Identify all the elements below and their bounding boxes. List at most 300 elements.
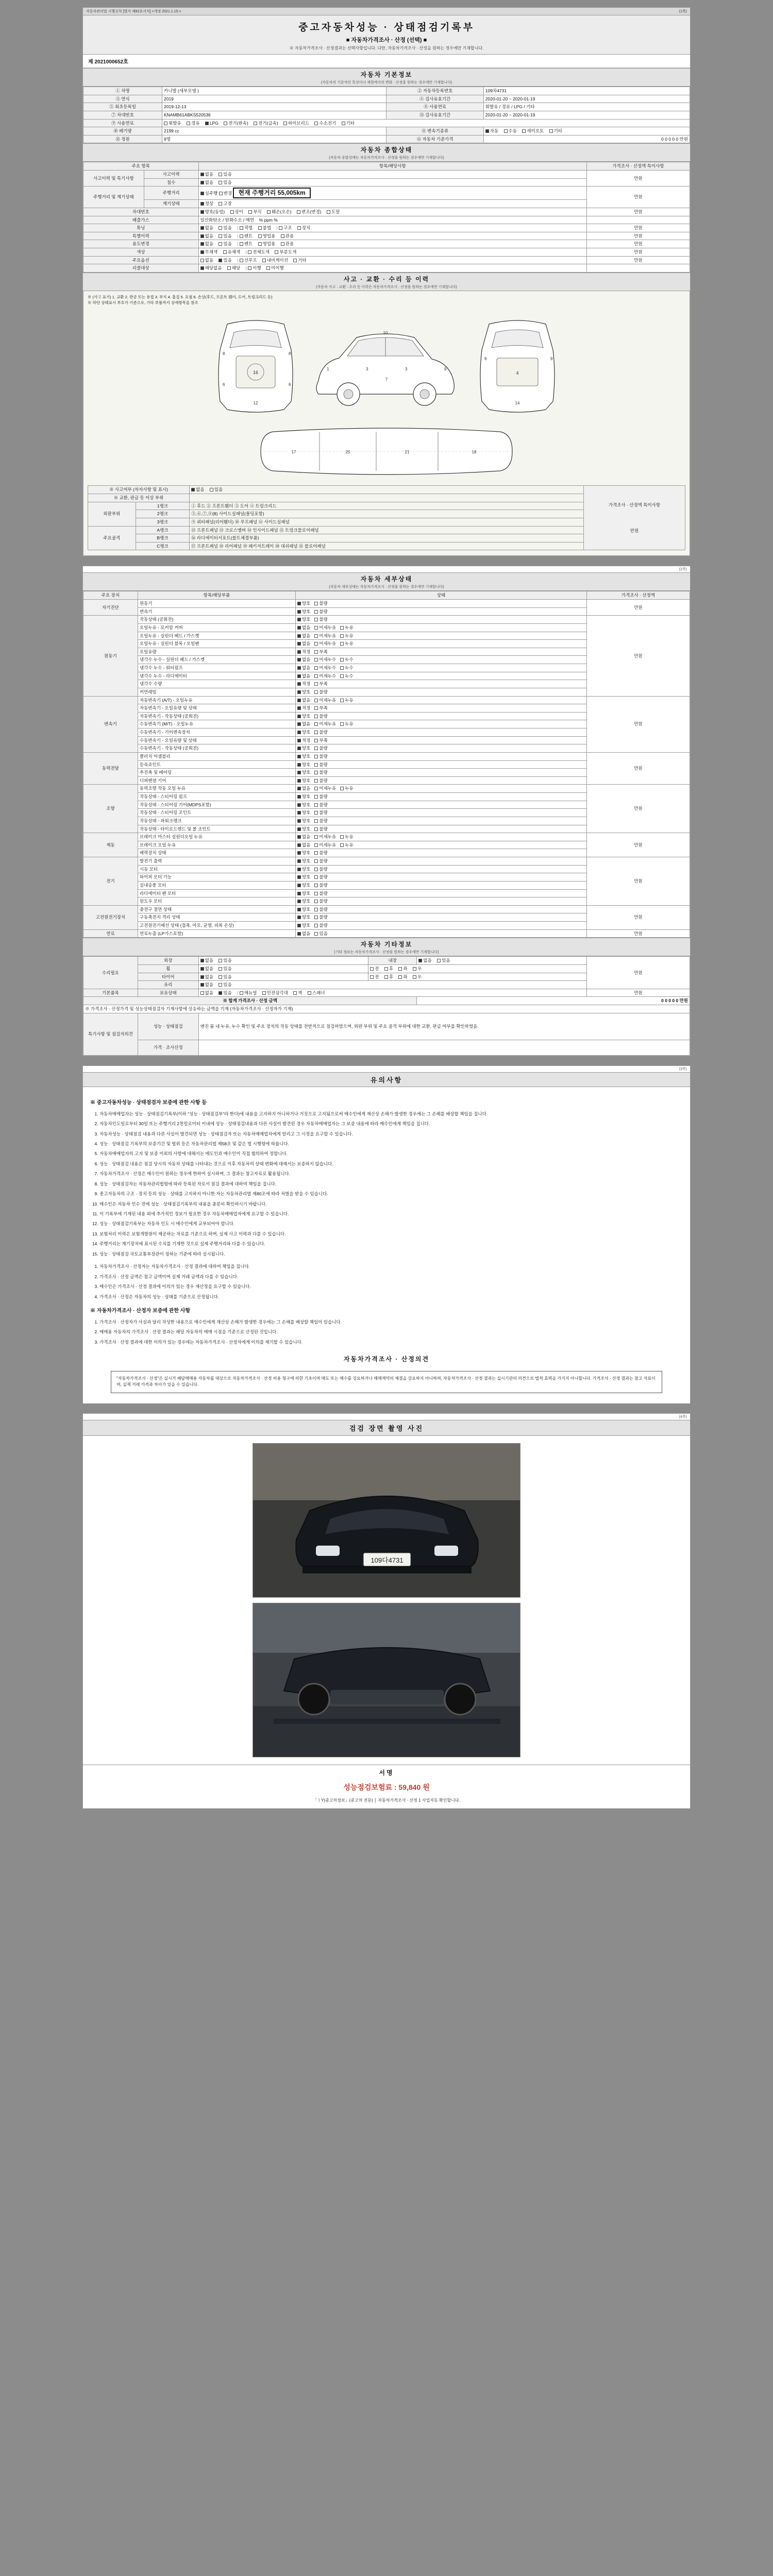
checkbox-normal[interactable] [200,202,204,206]
checkbox-state-0[interactable] [297,884,301,887]
checkbox-state-0[interactable] [297,642,301,646]
checkbox-state-0[interactable] [297,932,301,936]
table-row [83,1013,690,1040]
accident-flag-label: ※ 사고여부 (자자사항 및 표시) [88,486,190,494]
wheel-options[interactable] [198,964,368,973]
checkbox-state-1[interactable] [314,795,318,799]
row-label: 사고이력 및 특기사항 [83,171,144,187]
row-label: 주행거리 및 계기상태 [83,187,144,208]
vehicle-underbody-diagram [88,420,685,482]
basic-value: 휘발유 / 경유 / LPG / 기타 [483,103,690,111]
page-title: 중고자동차성능 · 상태점검기록부 [298,22,475,33]
checkbox-int-none[interactable] [418,959,422,962]
checkbox-state-0[interactable] [297,658,301,662]
detail-state-options[interactable] [295,656,586,664]
detail-state-options[interactable] [295,623,586,632]
detail-state-options[interactable] [295,857,586,866]
checkbox-state-0[interactable] [297,674,301,678]
checkbox-tuning-device[interactable] [297,226,301,230]
checkbox-color-full[interactable] [248,250,251,254]
checkbox-state-0[interactable] [297,626,301,630]
checkbox-wheel-rl[interactable] [398,967,402,971]
checkbox-fuel-6[interactable] [314,122,318,125]
checkbox-recall-na[interactable] [200,266,204,270]
detail-state-options[interactable] [295,825,586,833]
checkbox-state-1[interactable] [314,747,318,750]
checkbox-altered[interactable] [219,192,223,195]
checkbox-fuel-4[interactable] [254,122,257,125]
checkbox-basic-spanner[interactable] [308,991,311,995]
list-item: 1. 자동차매매업자는 성능 · 상태점검기록부(이하 "성능 · 상태점검부"라 한다)에 내용을 고지하지 아니하거나 거짓으로 고지됨으로써 매수인에게 재산상 손해가 발생한 경우에는 그 손해를 배상할 책임을 집니다. [99,1110,683,1117]
price-note [586,264,690,273]
checkbox-transmission-3[interactable] [549,129,553,133]
checkbox-state-0[interactable] [297,706,301,710]
checkbox-uc-none[interactable] [200,242,204,246]
checkbox-state-0[interactable] [297,682,301,686]
detail-state-options[interactable] [295,929,586,938]
checkbox-state-1[interactable] [314,932,318,936]
section-basic-info [83,68,690,87]
checkbox-basic-jack[interactable] [293,991,297,995]
color-options[interactable]: 무채색 유채색 | 전체도색 부분도색 [198,248,586,257]
checkbox-sh-gov[interactable] [281,234,284,238]
checkbox-state-2[interactable] [340,634,344,638]
etc-main-label: 수리필요 [83,957,138,989]
checkbox-state-0[interactable] [297,610,301,614]
checkbox-state-2[interactable] [340,835,344,839]
checkbox-color-0[interactable] [200,250,204,254]
accident-flag-options[interactable] [190,486,584,494]
detail-group-label: 조향 [83,785,138,833]
option-label: 양호 [301,906,311,912]
checkbox-sh-biz[interactable] [258,234,262,238]
checkbox-state-1[interactable] [314,787,318,790]
checkbox-state-0[interactable] [297,618,301,621]
checkbox-state-0[interactable] [297,699,301,702]
checkbox-basic-manual[interactable] [240,991,243,995]
option-label: 해당없음 [205,265,222,271]
checkbox-none[interactable] [200,173,204,176]
checkbox-state-0[interactable] [297,900,301,903]
detail-state-options[interactable] [295,728,586,737]
checkbox-tuning-legal[interactable] [240,226,243,230]
checkbox-state-1[interactable] [314,779,318,783]
section-detail-sub: (자동차 세부상태는 자동차가격조사 · 산정을 원하는 경우에만 기재합니다) [329,585,444,589]
checkbox-ext-none[interactable] [200,959,204,962]
checkbox-uc-biz[interactable] [258,242,262,246]
checkbox-state-1[interactable] [314,682,318,686]
detail-state-options[interactable] [295,696,586,704]
flood-options[interactable] [198,178,586,187]
checkbox-state-1[interactable] [314,610,318,614]
checkbox-state-0[interactable] [297,634,301,638]
fuel-option-label: 경유 [191,120,200,126]
checkbox-wheel-yes[interactable] [219,967,222,971]
checkbox-state-0[interactable] [297,755,301,758]
checkbox-state-0[interactable] [297,875,301,879]
checkbox-state-0[interactable] [297,827,301,831]
checkbox-recall-yes[interactable] [227,266,231,270]
notice-list-2 [90,1263,683,1300]
checkbox-state-0[interactable] [297,666,301,670]
checkbox-fuel-3[interactable] [224,122,227,125]
parts-items: ⑨ 쿼터패널(리어휀더) ⑩ 루프패널 ⑪ 사이드실패널 [190,518,584,526]
list-item: 7. 자동차가격조사 · 산정은 매수인이 원하는 경우에 한하여 실시하며, 그 결과는 참고자료로 활용됩니다. [99,1170,683,1177]
checkbox-opt-yes[interactable] [219,259,222,262]
checkbox-state-1[interactable] [314,690,318,694]
checkbox-tire-fr[interactable] [384,975,388,979]
detail-state-options[interactable] [295,616,586,624]
checkbox-int-yes[interactable] [437,959,441,962]
checkbox-state-0[interactable] [297,819,301,823]
checkbox-state-1[interactable] [314,771,318,774]
checkbox-actual[interactable] [200,192,204,195]
detail-state-options[interactable] [295,865,586,873]
detail-state-options[interactable] [295,801,586,809]
checkbox-state-1[interactable] [314,916,318,919]
checkbox-state-1[interactable] [314,875,318,879]
checkbox-vin-2[interactable] [248,210,252,214]
checkbox-vin-1[interactable] [230,210,234,214]
checkbox-vin-4[interactable] [297,210,300,214]
detail-state-options[interactable] [295,752,586,760]
glass-options[interactable] [198,981,586,989]
checkbox-state-0[interactable] [297,859,301,863]
checkbox-yes[interactable] [219,173,222,176]
checkbox-state-1[interactable] [314,843,318,847]
special-note-sublabel-2: 가격 · 조사산정 [138,1040,198,1055]
detail-state-options[interactable] [295,712,586,720]
checkbox-state-2[interactable] [340,843,344,847]
option-label: 없음 [205,257,214,263]
checkbox-tire-none[interactable] [200,975,204,979]
checkbox-wheel-rr[interactable] [413,967,416,971]
checkbox-state-1[interactable] [314,739,318,742]
detail-state-options[interactable] [295,769,586,777]
checkbox-state-2[interactable] [340,787,344,790]
checkbox-state-0[interactable] [297,771,301,774]
tire-position-options[interactable] [368,973,587,981]
row-label: 차대번호 [83,208,199,216]
checkbox-state-1[interactable] [314,731,318,734]
checkbox-state-1[interactable] [314,626,318,630]
detail-state-options[interactable] [295,744,586,753]
checkbox-state-1[interactable] [314,699,318,702]
checkbox-tire-rl[interactable] [398,975,402,979]
checkbox-state-2[interactable] [340,674,344,678]
checkbox-tire-yes[interactable] [219,975,222,979]
detail-state-options[interactable] [295,922,586,930]
front-exterior-photo-icon [253,1444,520,1598]
recall-options[interactable]: 해당없음 해당 | 이행 미이행 [198,264,586,273]
checkbox-yes[interactable] [219,181,222,184]
checkbox-fuel-5[interactable] [283,122,287,125]
detail-state-options[interactable] [295,720,586,728]
detail-state-options[interactable] [295,648,586,656]
checkbox-color-1[interactable] [223,250,227,254]
checkbox-state-0[interactable] [297,602,301,605]
detail-state-options[interactable] [295,672,586,680]
checkbox-state-1[interactable] [314,884,318,887]
detail-state-options[interactable] [295,736,586,744]
option-label: 기타 [298,257,307,263]
tuning-options[interactable]: 없음 있음 | 적법 불법 | 구조 장치 [198,224,586,232]
checkbox-tuning-none[interactable] [200,226,204,230]
price-note: 만원 [586,248,690,257]
checkbox-state-2[interactable] [340,666,344,670]
basic-items-options[interactable]: 없음 있음 | 매뉴얼 안전삼각대 잭 스패너 [198,989,586,997]
exterior-repair-options[interactable] [198,957,368,965]
checkbox-ext-yes[interactable] [219,959,222,962]
checkbox-state-2[interactable] [340,658,344,662]
detail-state-options[interactable] [295,704,586,713]
checkbox-state-0[interactable] [297,739,301,742]
checkbox-glass-none[interactable] [200,983,204,987]
options-options[interactable]: 없음 있음 | 선루프 내비게이션 기타 [198,256,586,264]
detail-state-options[interactable] [295,817,586,825]
checkbox-state-0[interactable] [297,747,301,750]
checkbox-recall-notdone[interactable] [266,266,270,270]
table-row [83,232,690,240]
detail-state-options[interactable] [295,889,586,897]
checkbox-tire-rr[interactable] [413,975,416,979]
detail-state-table [83,591,690,938]
checkbox-state-1[interactable] [314,634,318,638]
checkbox-state-0[interactable] [297,795,301,799]
svg-text:1: 1 [327,367,329,372]
option-label: 누유 [345,721,354,727]
option-label: 없음 [205,958,214,963]
checkbox-basic-triangle[interactable] [262,991,266,995]
checkbox-state-1[interactable] [314,642,318,646]
option-label: 있음 [223,982,232,988]
checkbox-state-0[interactable] [297,908,301,911]
notice-section-2-title: ※ 자동차가격조사 · 산정자 보증에 관한 사항 [90,1308,191,1314]
tire-options[interactable] [198,973,368,981]
checkbox-state-1[interactable] [314,892,318,895]
checkbox-transmission-2[interactable] [522,129,526,133]
checkbox-state-0[interactable] [297,787,301,790]
checkbox-glass-yes[interactable] [219,983,222,987]
checkbox-state-0[interactable] [297,868,301,871]
detail-state-options[interactable] [295,873,586,882]
checkbox-state-0[interactable] [297,851,301,855]
checkbox-tuning-yes[interactable] [219,226,222,230]
option-label: 미세누유 [319,842,337,848]
fuel-options[interactable] [162,119,690,127]
vin-options[interactable] [198,208,586,216]
accident-history-options[interactable] [198,171,586,179]
usage-change-options[interactable]: 없음 있음 | 렌트 영업용 관용 [198,240,586,248]
checkbox-state-2[interactable] [340,722,344,726]
checkbox-tire-fl[interactable] [370,975,374,979]
declaration-box: "자동차가격조사 · 산정"은 실시가 해당매매용 자동차를 대상으로 자동차가격조사 · 산정 비용 청구에 의한 기초이며 매도 또는 매수를 강요하거나 매매계약의 체결을 강요하지 아니하며, 자동차가격조사 · 산정 결과는 실시기관의 의견으로 법적 효력을 가지지 아니합니다. 가격조사 · 산정 결과는 참고 자료이며, 실제 거래 가격과 차이가 있을 수 있습니다. [111,1371,662,1394]
detail-item-label: 냉각수 누수 - 실린더 헤드 / 가스켓 [138,656,295,664]
checkbox-state-1[interactable] [314,827,318,831]
checkbox-state-1[interactable] [314,835,318,839]
detail-state-options[interactable] [295,776,586,785]
detail-state-options[interactable] [295,841,586,849]
checkbox-state-0[interactable] [297,715,301,718]
checkbox-state-2[interactable] [340,642,344,646]
checkbox-state-1[interactable] [314,650,318,654]
interior-repair-options[interactable] [417,957,587,965]
checkbox-uc-gov[interactable] [281,242,284,246]
checkbox-state-0[interactable] [297,835,301,839]
checkbox-wheel-fr[interactable] [384,967,388,971]
detail-state-options[interactable] [295,632,586,640]
checkbox-transmission-1[interactable] [504,129,508,133]
parts-rank: A랭크 [136,526,189,534]
car-left-side-view-icon [309,309,464,419]
checkbox-state-0[interactable] [297,916,301,919]
detail-state-options[interactable] [295,600,586,608]
option-label: 불량 [319,906,328,912]
checkbox-state-0[interactable] [297,843,301,847]
checkbox-state-0[interactable] [297,650,301,654]
checkbox-state-1[interactable] [314,868,318,871]
checkbox-state-1[interactable] [314,908,318,911]
checkbox-state-2[interactable] [340,699,344,702]
accident-price-value: 만원 [630,528,639,534]
checkbox-state-0[interactable] [297,722,301,726]
option-label: 있음 [223,974,232,979]
checkbox-opt-none[interactable] [200,259,204,262]
checkbox-state-0[interactable] [297,811,301,815]
checkbox-state-1[interactable] [314,851,318,855]
checkbox-state-1[interactable] [314,706,318,710]
cluster-options[interactable] [198,200,586,208]
photo-underbody [253,1603,520,1757]
checkbox-state-0[interactable] [297,803,301,807]
checkbox-recall-done[interactable] [248,266,251,270]
checkbox-state-1[interactable] [314,900,318,903]
option-label: 있음 [319,930,328,936]
checkbox-uc-rent[interactable] [240,242,243,246]
checkbox-fault[interactable] [219,202,222,206]
detail-state-options[interactable] [295,913,586,922]
detail-state-options[interactable] [295,833,586,841]
list-item: 3. 매수인은 가격조사 · 산정 결과에 이의가 있는 경우 재산정을 요구할 수 있습니다. [99,1283,683,1290]
checkbox-fuel-2[interactable] [205,122,209,125]
option-label: 양호 [301,617,311,622]
checkbox-state-0[interactable] [297,763,301,767]
detail-state-options[interactable] [295,793,586,801]
checkbox-fuel-1[interactable] [187,122,190,125]
special-history-options[interactable]: 없음 있음 | 렌트 영업용 관용 [198,232,586,240]
checkbox-basic-yes[interactable] [219,991,222,995]
detail-state-options[interactable] [295,849,586,857]
checkbox-fuel-7[interactable] [342,122,345,125]
basic-value: 2020-01-20 ~ 2020-01-19 [483,111,690,119]
checkbox-color-partial[interactable] [275,250,278,254]
option-label: 양호 [301,874,311,880]
checkbox-basic-none[interactable] [200,991,204,995]
checkbox-wheel-fl[interactable] [370,967,374,971]
checkbox-state-0[interactable] [297,690,301,694]
checkbox-vin-0[interactable] [200,210,204,214]
checkbox-opt-nav[interactable] [262,259,266,262]
checkbox-uc-yes[interactable] [219,242,222,246]
detail-state-options[interactable] [295,785,586,793]
checkbox-sh-rent[interactable] [240,234,243,238]
detail-state-options[interactable] [295,881,586,889]
checkbox-state-1[interactable] [314,755,318,758]
checkbox-vin-3[interactable] [267,210,271,214]
checkbox-state-1[interactable] [314,602,318,605]
detail-state-options[interactable] [295,664,586,672]
checkbox-state-1[interactable] [314,722,318,726]
svg-text:4: 4 [516,370,519,376]
checkbox-sh-none[interactable] [200,234,204,238]
checkbox-vin-5[interactable] [327,210,330,214]
detail-state-options[interactable] [295,680,586,688]
option-label: 불량 [319,914,328,920]
detail-state-options[interactable] [295,688,586,696]
checkbox-state-0[interactable] [297,892,301,895]
checkbox-state-0[interactable] [297,779,301,783]
checkbox-state-1[interactable] [314,666,318,670]
col-state: 상태 [295,591,586,600]
checkbox-tuning-illegal[interactable] [258,226,262,230]
detail-state-options[interactable] [295,760,586,769]
checkbox-state-1[interactable] [314,924,318,927]
transmission-options[interactable] [483,127,690,135]
checkbox-state-1[interactable] [314,819,318,823]
checkbox-sh-yes[interactable] [219,234,222,238]
option-label: 불량 [319,890,328,896]
checkbox-state-2[interactable] [340,626,344,630]
checkbox-state-1[interactable] [314,715,318,718]
checkbox-state-1[interactable] [314,803,318,807]
table-row [83,224,690,232]
detail-state-options[interactable] [295,897,586,906]
checkbox-state-1[interactable] [314,674,318,678]
checkbox-state-1[interactable] [314,658,318,662]
checkbox-state-1[interactable] [314,811,318,815]
checkbox-acc-yes[interactable] [210,488,213,492]
etc-price-note: 만원 [586,989,690,997]
list-item: 13. 보험처리 이력은 보험개발원이 제공하는 자료를 기준으로 하며, 실제 사고 이력과 다를 수 있습니다. [99,1230,683,1238]
detail-state-options[interactable] [295,640,586,648]
odometer-value: 현재 주행거리 55,005km [233,188,310,198]
checkbox-state-1[interactable] [314,618,318,621]
wheel-position-options[interactable] [368,964,587,973]
checkbox-state-0[interactable] [297,924,301,927]
option-label: 있음 [442,958,450,963]
option-label: 불량 [319,794,328,799]
option-label: 있음 [223,241,232,247]
detail-group-label: 고전원전기장치 [83,905,138,929]
option-label: 미세누유 [319,697,337,703]
detail-state-options[interactable] [295,809,586,817]
option-label: 없음 [301,657,311,663]
detail-state-options[interactable] [295,607,586,616]
checkbox-opt-sunroof[interactable] [240,259,243,262]
special-note-text: 엔진 룸 내 누유, 누수 확인 및 주요 장치의 작동 상태를 전반적으로 점검하였으며, 외판 부위 및 주요 골격 부위에 대한 교환, 판금 여부를 확인하였음. [198,1013,690,1040]
checkbox-fuel-0[interactable] [164,122,167,125]
detail-state-options[interactable] [295,905,586,913]
checkbox-transmission-0[interactable] [485,129,489,133]
checkbox-state-0[interactable] [297,731,301,734]
checkbox-none[interactable] [200,181,204,184]
checkbox-state-1[interactable] [314,763,318,767]
checkbox-wheel-none[interactable] [200,967,204,971]
checkbox-opt-etc[interactable] [293,259,297,262]
checkbox-state-1[interactable] [314,859,318,863]
checkbox-acc-none[interactable] [191,488,195,492]
checkbox-tuning-structure[interactable] [279,226,282,230]
